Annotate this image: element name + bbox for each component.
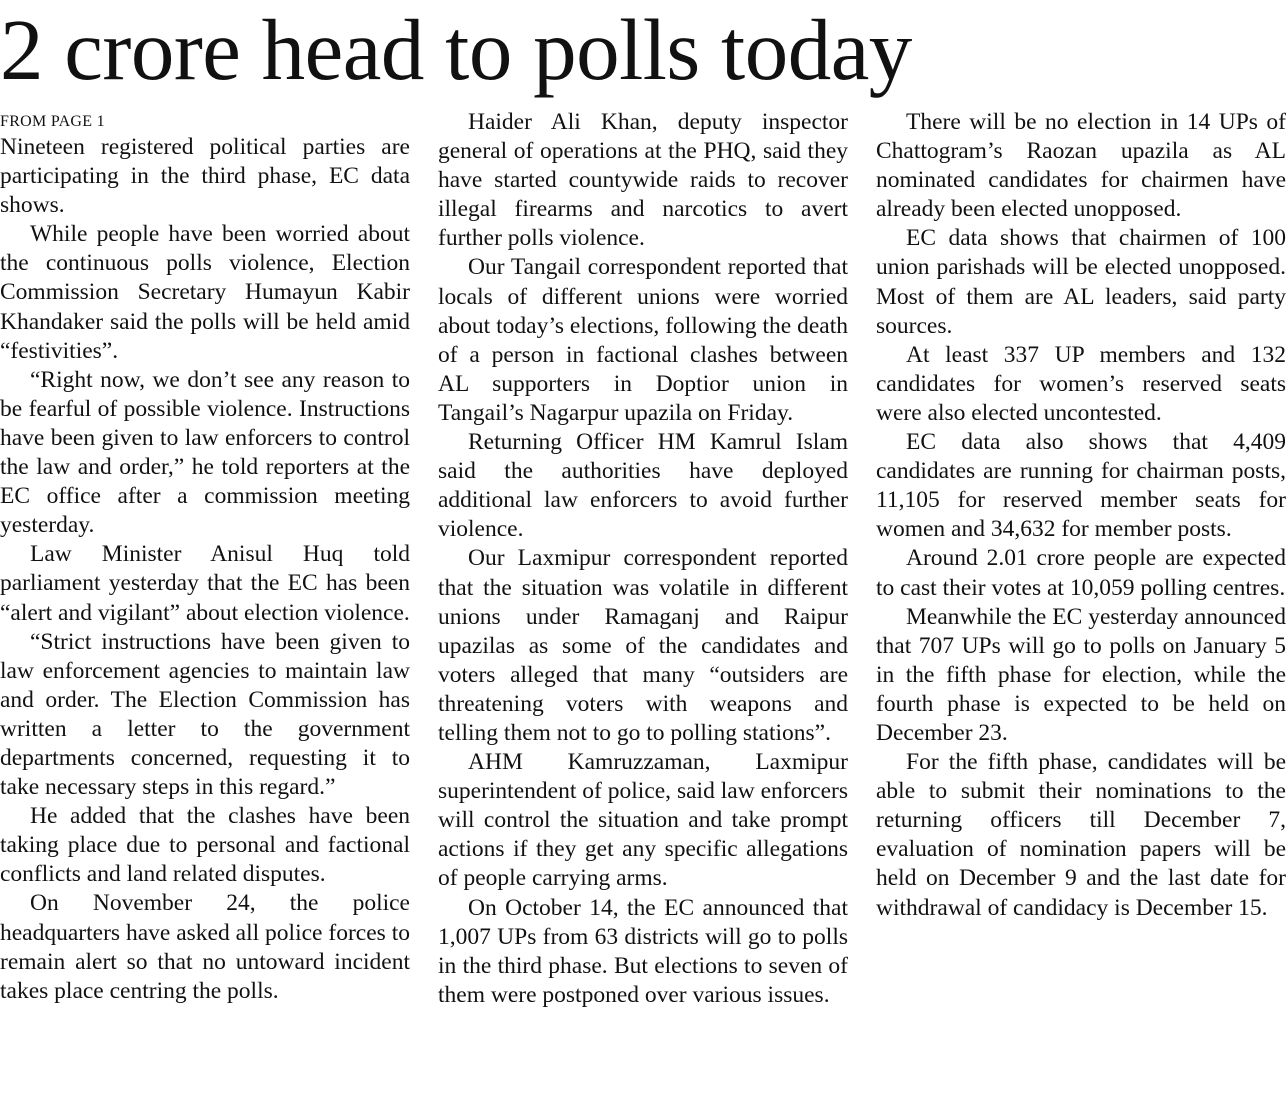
paragraph: EC data also shows that 4,409 candidates are running for chairman posts, 11,105 for reserved member seats for women and 34,632 for member posts. xyxy=(876,429,1286,543)
paragraph: EC data shows that chairmen of 100 union parishads will be elected unopposed. Most of them are AL leaders, said party sources. xyxy=(876,225,1286,339)
paragraph: Returning Officer HM Kamrul Islam said the authorities have deployed additional law enforcers to avoid further violence. xyxy=(438,429,848,543)
paragraph: Meanwhile the EC yesterday announced that 707 UPs will go to polls on January 5 in the fifth phase for election, while the fourth phase is expected to be held on December 23. xyxy=(876,603,1286,746)
paragraph: While people have been worried about the continuous polls violence, Election Commission Secretary Humayun Kabir Khandaker said the polls will be held amid “festivities”. xyxy=(0,221,410,364)
paragraph: AHM Kamruzzaman, Laxmipur superintendent of police, said law enforcers will control the situation and take prompt actions if they get any specific allegations of people carrying arms. xyxy=(438,749,848,892)
paragraph: Our Tangail correspondent reported that locals of different unions were worried about today’s elections, following the death of a person in factional clashes between AL supporters in Doptior union in Tangail’s Nagarpur upazila on Friday. xyxy=(438,254,848,426)
paragraph: Law Minister Anisul Huq told parliament yesterday that the EC has been “alert and vigilant” about election violence. xyxy=(0,541,410,626)
paragraph: There will be no election in 14 UPs of Chattogram’s Raozan upazila as AL nominated candidates for chairmen have already been elected unopposed. xyxy=(876,109,1286,223)
paragraph: Around 2.01 crore people are expected to cast their votes at 10,059 polling centres. xyxy=(876,545,1286,601)
paragraph: On November 24, the police headquarters have asked all police forces to remain alert so that no untoward incident takes place centring the polls. xyxy=(0,890,410,1004)
paragraph: On October 14, the EC announced that 1,007 UPs from 63 districts will go to polls in the third phase. But elections to seven of them were postponed over various issues. xyxy=(438,894,848,1008)
paragraph: Nineteen registered political parties are participating in the third phase, EC data shows. xyxy=(0,134,410,219)
article-column-3 xyxy=(876,108,1286,1102)
paragraph: He added that the clashes have been taking place due to personal and factional conflicts and land related disputes. xyxy=(0,803,410,888)
paragraph: “Strict instructions have been given to law enforcement agencies to maintain law and order. The Election Commission has written a letter to the government departments concerned, requesting it to take necessary steps in this regard.” xyxy=(0,628,410,801)
dateline: FROM PAGE 1 xyxy=(0,113,105,130)
paragraph: Haider Ali Khan, deputy inspector general of operations at the PHQ, said they have started countywide raids to recover illegal firearms and narcotics to avert further polls violence. xyxy=(438,109,848,252)
paragraph: “Right now, we don’t see any reason to be fearful of possible violence. Instructions have been given to law enforcers to control the law and order,” he told reporters at the EC office after a commission meeting yesterday. xyxy=(0,366,410,539)
article-column-2 xyxy=(438,108,848,1102)
headline: 2 crore head to polls today xyxy=(0,1,912,98)
paragraph: For the fifth phase, candidates will be able to submit their nominations to the returning officers till December 7, evaluation of nomination papers will be held on December 9 and the last date for withdrawal of candidacy is December 15. xyxy=(876,749,1286,921)
paragraph: At least 337 UP members and 132 candidates for women’s reserved seats were also elected uncontested. xyxy=(876,341,1286,426)
paragraph: Our Laxmipur correspondent reported that the situation was volatile in different unions under Ramaganj and Raipur upazilas as some of the candidates and voters alleged that many “outsiders are threatening voters with weapons and telling them not to go to polling stations”. xyxy=(438,545,848,746)
article-column-1 xyxy=(0,111,410,1105)
